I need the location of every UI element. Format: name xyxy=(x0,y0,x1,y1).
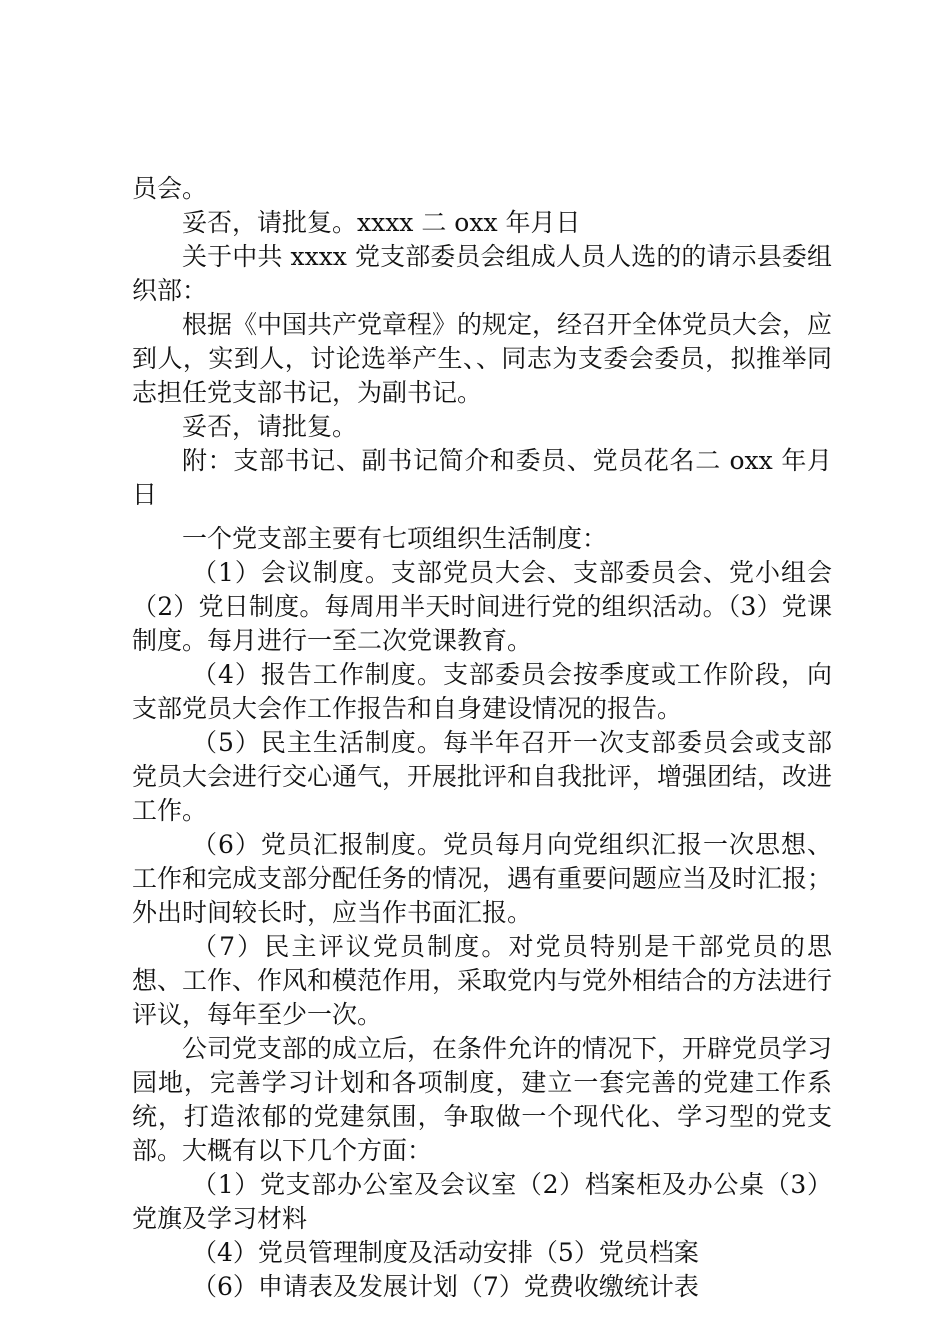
paragraph-system-7: （7）民主评议党员制度。对党员特别是干部党员的思想、工作、作风和模范作用，采取党内与党外相结合的方法进行评议，每年至少一次。 xyxy=(132,932,833,1029)
paragraph-gap xyxy=(132,512,832,522)
paragraph-list-1-3: （1）党支部办公室及会议室（2）档案柜及办公桌（3）党旗及学习材料 xyxy=(132,1170,832,1233)
paragraph-list-6-7: （6）申请表及发展计划（7）党费收缴统计表 xyxy=(192,1272,699,1301)
paragraph-continuation: 员会。 xyxy=(132,174,208,203)
paragraph-list-4-5: （4）党员管理制度及活动安排（5）党员档案 xyxy=(192,1238,699,1267)
paragraph-system-6: （6）党员汇报制度。党员每月向党组织汇报一次思想、工作和完成支部分配任务的情况，遇有重要问题应当及时汇报；外出时间较长时，应当作书面汇报。 xyxy=(132,830,833,927)
paragraph-company-branch: 公司党支部的成立后，在条件允许的情况下，开辟党员学习园地，完善学习计划和各项制度，建立一套完善的党建工作系统，打造浓郁的党建氛围，争取做一个现代化、学习型的党支部。大概有以下几个方面： xyxy=(132,1034,833,1165)
paragraph-election-body: 根据《中国共产党章程》的规定，经召开全体党员大会，应到人，实到人，讨论选举产生、、同志为支委会委员，拟推举同志担任党支部书记，为副书记。 xyxy=(132,310,833,407)
paragraph-attachment: 附：支部书记、副书记简介和委员、党员花名二 oxx 年月日 xyxy=(132,446,832,509)
paragraph-system-1-3: （1）会议制度。支部党员大会、支部委员会、党小组会（2）党日制度。每周用半天时间进行党的组织活动。（3）党课制度。每月进行一至二次党课教育。 xyxy=(132,558,832,655)
document-body xyxy=(132,172,832,1304)
paragraph-approval: 妥否，请批复。 xyxy=(182,412,358,441)
paragraph-request-title: 关于中共 xxxx 党支部委员会组成人员人选的的请示县委组织部： xyxy=(132,242,832,305)
paragraph-system-5: （5）民主生活制度。每半年召开一次支部委员会或支部党员大会进行交心通气，开展批评和自我批评，增强团结，改进工作。 xyxy=(132,728,833,825)
paragraph-system-4: （4）报告工作制度。支部委员会按季度或工作阶段，向支部党员大会作工作报告和自身建设情况的报告。 xyxy=(132,660,832,723)
paragraph-approval-date: 妥否，请批复。xxxx 二 oxx 年月日 xyxy=(182,208,581,237)
paragraph-systems-intro: 一个党支部主要有七项组织生活制度： xyxy=(182,524,608,553)
